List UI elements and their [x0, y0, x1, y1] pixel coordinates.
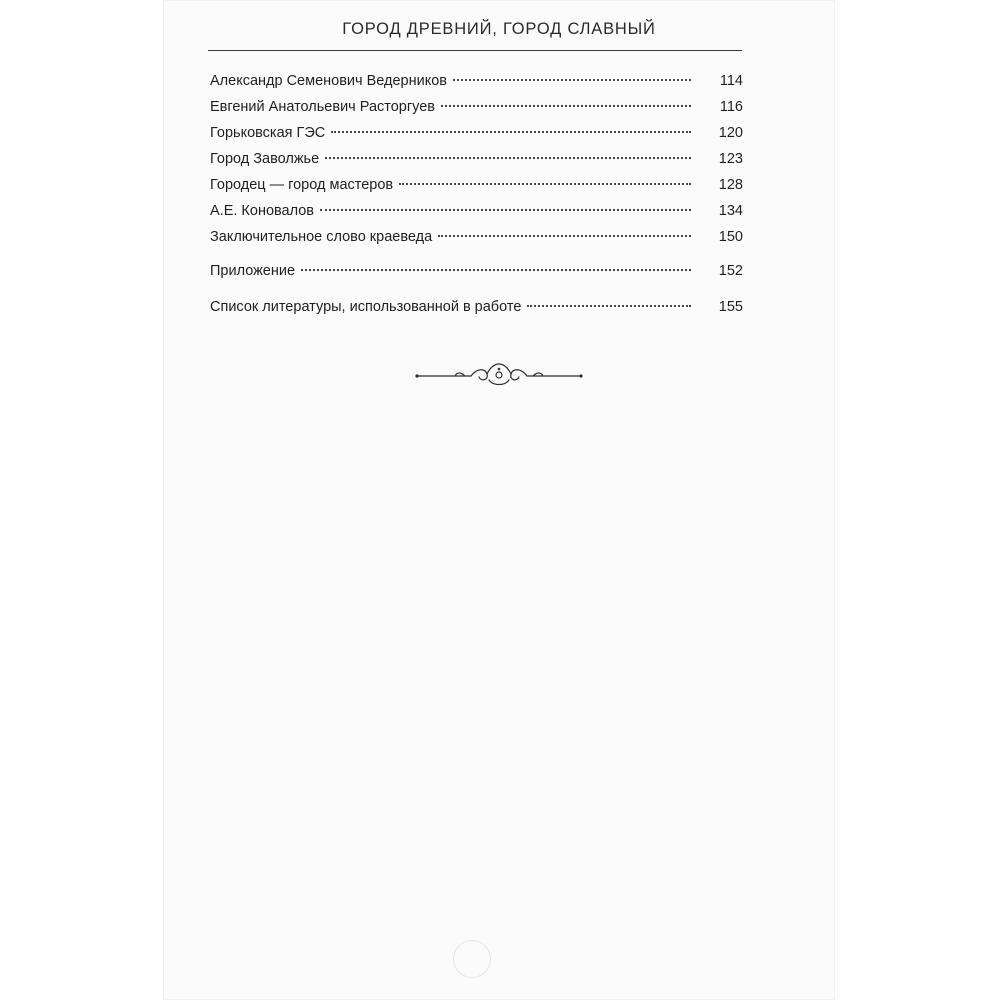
toc-entry-page: 128 — [718, 177, 743, 193]
toc-entry-page: 155 — [718, 299, 743, 315]
flourish-divider-icon — [409, 360, 589, 390]
toc-entry-title: Заключительное слово краеведа — [210, 229, 433, 245]
toc-entry-title: Городец — город мастеров — [210, 177, 394, 193]
dot-leader — [438, 235, 691, 237]
running-head: ГОРОД ДРЕВНИЙ, ГОРОД СЛАВНЫЙ — [342, 20, 656, 38]
toc-entry-title: Евгений Анатольевич Расторгуев — [210, 99, 436, 115]
toc-entry-page: 152 — [718, 263, 743, 279]
toc-entry-title: Горьковская ГЭС — [210, 125, 326, 141]
dot-leader — [320, 209, 691, 211]
book-page — [163, 0, 835, 1000]
toc-entry — [210, 172, 743, 198]
toc-entry-page: 134 — [718, 203, 743, 219]
toc-entry-page: 123 — [718, 151, 743, 167]
dot-leader — [331, 131, 691, 133]
toc-entry-title: А.Е. Коновалов — [210, 203, 315, 219]
toc-entry-page: 114 — [719, 73, 743, 89]
toc-entry — [210, 224, 743, 250]
dot-leader — [441, 105, 691, 107]
dot-leader — [453, 79, 691, 81]
page-number-circle — [453, 940, 491, 978]
table-of-contents — [210, 68, 743, 320]
toc-entry-title: Александр Семенович Ведерников — [210, 73, 447, 89]
dot-leader — [301, 269, 691, 271]
toc-entry-title: Город Заволжье — [210, 151, 320, 167]
toc-entry — [210, 94, 743, 120]
toc-entry — [210, 68, 743, 94]
dot-leader — [325, 157, 691, 159]
toc-entry — [210, 120, 743, 146]
toc-entry-title: Список литературы, использованной в работе — [210, 299, 522, 315]
dot-leader — [399, 183, 691, 185]
toc-entry — [210, 146, 743, 172]
header-rule — [208, 50, 742, 51]
toc-entry-page: 120 — [718, 125, 743, 141]
toc-entry-title: Приложение — [210, 263, 296, 279]
toc-entry-page: 150 — [718, 229, 743, 245]
toc-entry — [210, 258, 743, 284]
toc-entry — [210, 294, 743, 320]
toc-entry — [210, 198, 743, 224]
toc-entry-page: 116 — [719, 99, 743, 115]
dot-leader — [527, 305, 691, 307]
